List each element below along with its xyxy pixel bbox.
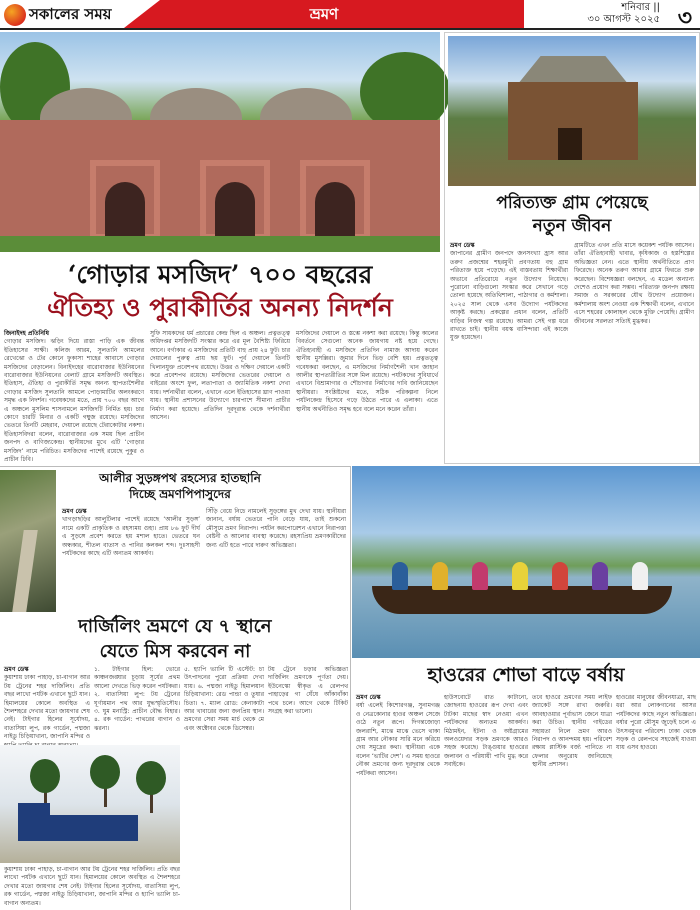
issue-date-text: ৩০ আগস্ট ২০২৫: [587, 14, 660, 25]
article-column: [150, 330, 290, 464]
article-text: হাওরের মানুষের জীবনযাত্রা, মাছ ধরা আর লোকগানের আসর পর্যটকদের কাছে নতুন অভিজ্ঞতা। বর্ষার পুরো মৌসুম জুড়েই চলে এ উৎসবমুখর পরিবেশ। ঢাকা থেকে সড়ক ও রেলপথে সহজেই যাওয়া যায় এসব হাওরে।: [616, 694, 696, 752]
headline-line: যেতে মিস করবেন না: [99, 641, 251, 662]
headline-line: দিচ্ছে ভ্রমণপিপাসুদের: [129, 487, 231, 501]
article-column: [356, 694, 440, 906]
passenger: [592, 562, 608, 590]
passenger: [552, 562, 568, 590]
divider: [350, 466, 351, 910]
article-text: টয় ট্রেনে চড়ার অভিজ্ঞতা দার্জিলিং ভ্রমণকে পূর্ণতা দেয়। ইউনেস্কো স্বীকৃত এ রেলপথ পাহাড়ের গা ঘেঁষে আঁকাবাঁকা পথে চলে। আগে থেকে টিকিট সংগ্রহ করা ভালো।: [268, 666, 348, 716]
passenger: [472, 562, 488, 590]
headline-line: আলীর সুড়ঙ্গপথ রহস্যের হাতছানি: [99, 471, 261, 485]
issue-day: শনিবার ||: [621, 2, 660, 13]
house-door: [558, 128, 582, 160]
article-column: [62, 508, 200, 608]
article-text: মসজিদের ভেতরে তিনটি মেহরাব, দেয়ালে রয়েছে টেরাকোটার নকশা। ইতিহাসবিদরা বলেন, বারোবাজার এক সময় ছিল প্রাচীন জনপদ ও বাণিজ্যকেন্দ্র। স্থানীয়দের মুখে এটি ‘গোড়ার মসজিদ’ নামে পরিচিত। মসজিদের পাশেই রয়েছে পুকুর ও প্রাচীন ঢিবি।: [4, 414, 144, 464]
toy-train: [18, 815, 138, 841]
byline: ভ্রমণ ডেস্ক: [62, 508, 87, 515]
haor-headline[interactable]: হাওরের শোভা বাড়ে বর্ষায়: [427, 664, 625, 686]
article-text: ৫. হ্যাপি ভ্যালি টি এস্টেট: চা উৎপাদনের পুরো প্রক্রিয়া দেখা যায়। ৬. পদ্মজা নাইডু হিমালয়ান চিড়িয়াখানা: রেড পান্ডা ও তুষার চিতা। ৭. ম্যাল রোড: কেনাকাটা আর খাবারের জন্য জনপ্রিয় স্থান। ভ্রমণের সেরা সময় মার্চ থেকে মে এবং অক্টোবর থেকে ডিসেম্বর।: [184, 666, 264, 732]
haor-boat-photo: [352, 466, 700, 658]
article-column: [4, 666, 90, 742]
stone-path: [12, 530, 38, 612]
article-text: হাউসবোটে রাত কাটানো, জোছনায় হাওরের রূপ দেখা এবং টাটকা মাছের স্বাদ নেওয়া এখন পর্যটকদের অন্যতম আকর্ষণ। মিঠামইন, ইটনা ও অষ্টগ্রামের অলওয়েদার সড়ক ভ্রমণকে আরও সহজ করেছে। টাঙ্গুয়ার হাওরের জলাবন ও পরিযায়ী পাখি মুগ্ধ করে সবাইকে।: [444, 694, 528, 769]
article-column: [574, 242, 694, 460]
article-text: জাপানের গ্রামীণ জনপদে জনসংখ্যা হ্রাস আর তরুণ প্রজন্মের শহরমুখী প্রবণতায় বহু গ্রাম পরিত্যক্ত হয়ে পড়েছে। এই বাস্তবতায় শিক্ষার্থীরা অভাবে প্রতিরোধে নতুন উদ্যোগ নিয়েছে। পুরোনো বাড়িগুলো সংস্কার করে সেখানে গড়ে তোলা হয়েছে অতিথিশালা, পাঠাগার ও কর্মশালা। ২০২৫ সাল থেকে এসব উদ্যোগ পর্যটকদের আকৃষ্ট করছে। প্রকল্পের প্রধান বলেন, প্রতিটি বাড়ির নিজস্ব গল্প রয়েছে। আমরা সেই গল্প ধরে রাখতে চাই। স্থানীয় বয়স্ক বাসিন্দারা এই কাজে যুক্ত হয়েছেন।: [450, 250, 568, 342]
masthead: [0, 0, 700, 30]
headline-line: ‘গোড়ার মসজিদ’ ৭০০ বছরের: [67, 260, 373, 289]
article-column: [206, 508, 346, 608]
article-text: গ্রামটিতে এখন প্রতি মাসে কয়েকশ পর্যটক আসেন। তাঁরা ঐতিহ্যবাহী খাবার, কৃষিকাজ ও হস্তশিল্পের অভিজ্ঞতা নেন। এতে স্থানীয় অর্থনীতিতে প্রাণ ফিরেছে। অনেক তরুণ আবার গ্রামে ফিরতে শুরু করেছেন। বিশেষজ্ঞরা বলছেন, এ মডেল অন্যান্য দেশেও প্রয়োগ করা সম্ভব। পরিত্যক্ত জনপদ রক্ষায় সমাজ ও সরকারের যৌথ উদ্যোগ প্রয়োজন। কর্মশালায় অংশ নেওয়া এক শিক্ষার্থী বলেন, এখানে এসে শহরের কোলাহল থেকে মুক্তি পেয়েছি। গ্রামীণ জীবনের সরলতা সত্যিই মুগ্ধকর।: [574, 242, 694, 325]
village-house-photo: [448, 36, 696, 186]
article-column: [4, 866, 180, 906]
byline: জিনাইদহ প্রতিনিধি: [4, 330, 49, 337]
article-text: তবে হাওরে ভ্রমণের সময় লাইফ জ্যাকেট সঙ্গে রাখা জরুরি। আবহাওয়ার পূর্বাভাস জেনে যাত্রা করা উচিত। স্থানীয় গাইডের সহায়তা নিলে ভ্রমণ আরও নিরাপদ ও আনন্দময় হয়। পরিবেশ রক্ষায় প্লাস্টিক বর্জ্য পানিতে না ফেলার অনুরোধ জানিয়েছে স্থানীয় প্রশাসন।: [532, 694, 612, 769]
page-number: ৩: [677, 5, 692, 31]
passenger: [632, 562, 648, 590]
tree-shape: [136, 761, 166, 795]
article-text: কুয়াশায় ঢাকা পাহাড়, চা-বাগান আর টয় ট্রেনের শহর দার্জিলিং। প্রতি বছর লাখো পর্যটক এখানে ছুটে যান। হিমালয়ের কোলে অবস্থিত এ শৈলশহরে দেখার মতো জায়গার শেষ নেই। টাইগার হিলের সূর্যোদয়, বাতাসিয়া লুপ, রক গার্ডেন, পদ্মজা নাইডু চিড়িয়াখানা, জাপানি মন্দির ও হ্যাপি ভ্যালি চা-বাগান অন্যতম।: [4, 866, 180, 907]
passenger: [392, 562, 408, 590]
article-column: [94, 666, 180, 742]
newspaper-logo[interactable]: [4, 3, 120, 27]
logo-text: সকালের সময়: [29, 4, 112, 23]
article-text: সুফি সাধকদের ধর্ম প্রচারের কেন্দ্র ছিল এ অঞ্চল। প্রত্নতত্ত্ব অধিদপ্তর মসজিদটি সংস্কার করে এর মূল বৈশিষ্ট্য ফিরিয়ে আনে। বর্গাকার এ মসজিদের প্রতিটি বাহু প্রায় ২৪ ফুট। চার দেয়ালের পুরুত্ব প্রায় ছয় ফুট। পূর্ব দেয়ালে তিনটি খিলানযুক্ত প্রবেশপথ রয়েছে। উত্তর ও দক্ষিণ দেয়ালে একটি করে প্রবেশপথ রয়েছে। মসজিদের ভেতরের দেয়ালে ও বাইরের অংশে ফুল, লতাপাতা ও জ্যামিতিক নকশা দেখা যায়। দর্শনার্থীরা বলেন, এখানে এলে ইতিহাসের ঘ্রাণ পাওয়া যায়। স্থানীয় প্রশাসনের উদ্যোগে চারপাশে সীমানা প্রাচীর নির্মাণ করা হয়েছে। প্রতিদিন দূরদূরান্ত থেকে দর্শনার্থীরা আসেন।: [150, 330, 290, 422]
headline-line: ঐতিহ্য ও পুরাকীর্তির অনন্য নিদর্শন: [47, 293, 393, 322]
sun-logo-icon: [4, 4, 26, 26]
article-text: কুয়াশায় ঢাকা পাহাড়, চা-বাগান আর টয় ট্রেনের শহর দার্জিলিং। প্রতি বছর লাখো পর্যটক এখানে ছুটে যান। হিমালয়ের কোলে অবস্থিত এ শৈলশহরে দেখার মতো জায়গার শেষ নেই। টাইগার হিলের সূর্যোদয়, বাতাসিয়া লুপ, রক গার্ডেন, পদ্মজা নাইডু চিড়িয়াখানা, জাপানি মন্দির ও: [4, 674, 90, 741]
passenger: [432, 562, 448, 590]
article-column: [616, 694, 696, 906]
article-text: খাগড়াছড়ির আলুটিলার পাশেই রয়েছে ‘আলীর সুড়ঙ্গ’ নামে একটি প্রাকৃতিক ও রহস্যময় গুহা। প্রায় ৮৬ ফুট দীর্ঘ এ সুড়ঙ্গে প্রবেশ করতে হয় মশাল হাতে। ভেতরে ঘন অন্ধকার, শীতল বাতাস ও পানির কলকল শব্দ। দুঃসাহসী পর্যটকদের কাছে এটি অন্যতম আকর্ষণ।: [62, 516, 200, 558]
headline-line: নতুন জীবন: [532, 216, 612, 236]
mosque-headline[interactable]: [0, 258, 440, 324]
village-headline[interactable]: [448, 192, 696, 238]
darjeeling-headline[interactable]: [0, 614, 350, 664]
article-text: ১. টাইগার হিল: ভোরে কাঞ্চনজঙ্ঘার চূড়ায় সূর্যের প্রথম আলো দেখতে ভিড় করেন পর্যটকরা। ২. বাতাসিয়া লুপ: টয় ট্রেনের ঘূর্ণায়মান পথ আর যুদ্ধস্মৃতিসৌধ। ৩. ঘুম মনাস্ট্রি: প্রাচীন বৌদ্ধ বিহার। ৪. রক গার্ডেন: পাথরের বাগান ও ঝরনা।: [94, 666, 180, 732]
lawn: [0, 236, 440, 252]
cave-path-photo: [0, 470, 56, 612]
article-column: [450, 242, 568, 460]
issue-date: [520, 2, 660, 26]
toy-train-photo: [0, 745, 180, 863]
article-column: [532, 694, 612, 906]
section-band: [124, 0, 524, 28]
mosque-photo: [0, 32, 440, 252]
article-column: [4, 330, 144, 464]
headline-line: দার্জিলিং ভ্রমণে যে ৭ স্থানে: [78, 616, 272, 637]
article-text: গোড়ার মসজিদ। ঝড়িং দিয়ে রাস্তা পাড়ি এক জীবন্ত ইতিহাসের সাক্ষী। কলিজ আরম, সুলতানি আমলের রেখেঝো ও টের কোনে ফুকাসা শাহের আবাসে গোড়ার মসজিদের বেড়ালেন। বিনাইদহের বারোবাজার ইউনিয়নের বারোবাজার ইউনিয়নের বেলাট গ্রামে মসজিদটি অবস্থিত। ইতিহাস, ঐতিহ্য ও পুরাকীর্তি সমৃদ্ধ অনন্য স্থাপত্যশৈলীর গোড়ার মসজিদ সুলতানি আমলে পোড়ামাটির অলংকরণে সমৃদ্ধ এক নিদর্শন। গবেষকদের মতে, প্রায় ৭০০ বছর আগে এ অঞ্চলে মুসলিম শাসনামলে মসজিদটি নির্মিত হয়। চার কোণে চারটি মিনার ও একটি গম্বুজ রয়েছে।: [4, 338, 144, 422]
article-column: [268, 666, 348, 906]
cave-headline[interactable]: [60, 470, 300, 502]
byline: ভ্রমণ ডেস্ক: [4, 666, 29, 673]
article-column: [296, 330, 438, 464]
mosque-door: [315, 182, 355, 240]
tree-shape: [90, 755, 120, 789]
mosque-door: [105, 182, 145, 240]
section-title: ভ্রমণ: [309, 5, 339, 23]
tree-shape: [30, 759, 60, 793]
article-text: সিঁড়ি বেয়ে নিচে নামলেই সুড়ঙ্গের মুখ দেখা যায়। স্থানীয়রা জানান, বর্ষায় ভেতরে পানি বেড়ে যায়, তাই শুকনো মৌসুমে ভ্রমণ নিরাপদ। পর্যটন করপোরেশন এখানে নিরাপত্তা বেষ্টনী ও আলোর ব্যবস্থা করেছে। রহস্যপ্রিয় ভ্রমণকারীদের জন্য এটি হতে পারে দারুণ অভিজ্ঞতা।: [206, 508, 346, 549]
passenger: [512, 562, 528, 590]
boat-shape: [372, 586, 672, 614]
byline: ভ্রমণ ডেস্ক: [450, 242, 475, 249]
mosque-door: [215, 182, 255, 240]
article-text: মসজিদের দেয়ালে ও স্তম্ভে নকশা করা রয়েছে। কিন্তু কালের বিবর্তনে সেগুলো অনেক জায়গায় নষ্ট হয়ে গেছে। ঐতিহ্যবাহী এ মসজিদে প্রতিদিন নামাজ আদায় করেন স্থানীয় মুসল্লিরা। জুমার দিনে ভিড় বেশি হয়। প্রত্নতত্ত্ব গবেষকরা বলছেন, এ মসজিদের নির্মাণশৈলী খান জাহান আলীর স্থাপত্যরীতির সঙ্গে মিল রয়েছে। পর্যটকদের সুবিধার্থে এখানে বিশ্রামাগার ও শৌচাগার নির্মাণের দাবি জানিয়েছেন স্থানীয়রা। সংশ্লিষ্টদের মতে, সঠিক পরিকল্পনা নিলে পর্যটনকেন্দ্র হিসেবে গড়ে উঠতে পারে এ এলাকা। এতে স্থানীয় অর্থনীতিও সমৃদ্ধ হবে বলে মনে করেন তাঁরা।: [296, 330, 438, 413]
byline: ভ্রমণ ডেস্ক: [356, 694, 381, 701]
divider: [0, 466, 350, 467]
article-text: বর্ষা এলেই কিশোরগঞ্জ, সুনামগঞ্জ ও নেত্রকোনার হাওর অঞ্চল সেজে ওঠে নতুন রূপে। দিগন্তজোড়া জলরাশি, মাঝে মাঝে ভেসে থাকা গ্রাম আর নৌকার সারি মনে করিয়ে দেয় সমুদ্রের কথা। স্থানীয়রা একে বলেন ‘ভাটির দেশ’। এ সময় হাওরে নৌকা ভ্রমণের জন্য দূরদূরান্ত থেকে পর্যটকরা আসেন।: [356, 702, 440, 777]
article-column: [444, 694, 528, 906]
article-column: [184, 666, 264, 906]
headline-line: পরিত্যক্ত গ্রাম পেয়েছে: [496, 193, 648, 213]
